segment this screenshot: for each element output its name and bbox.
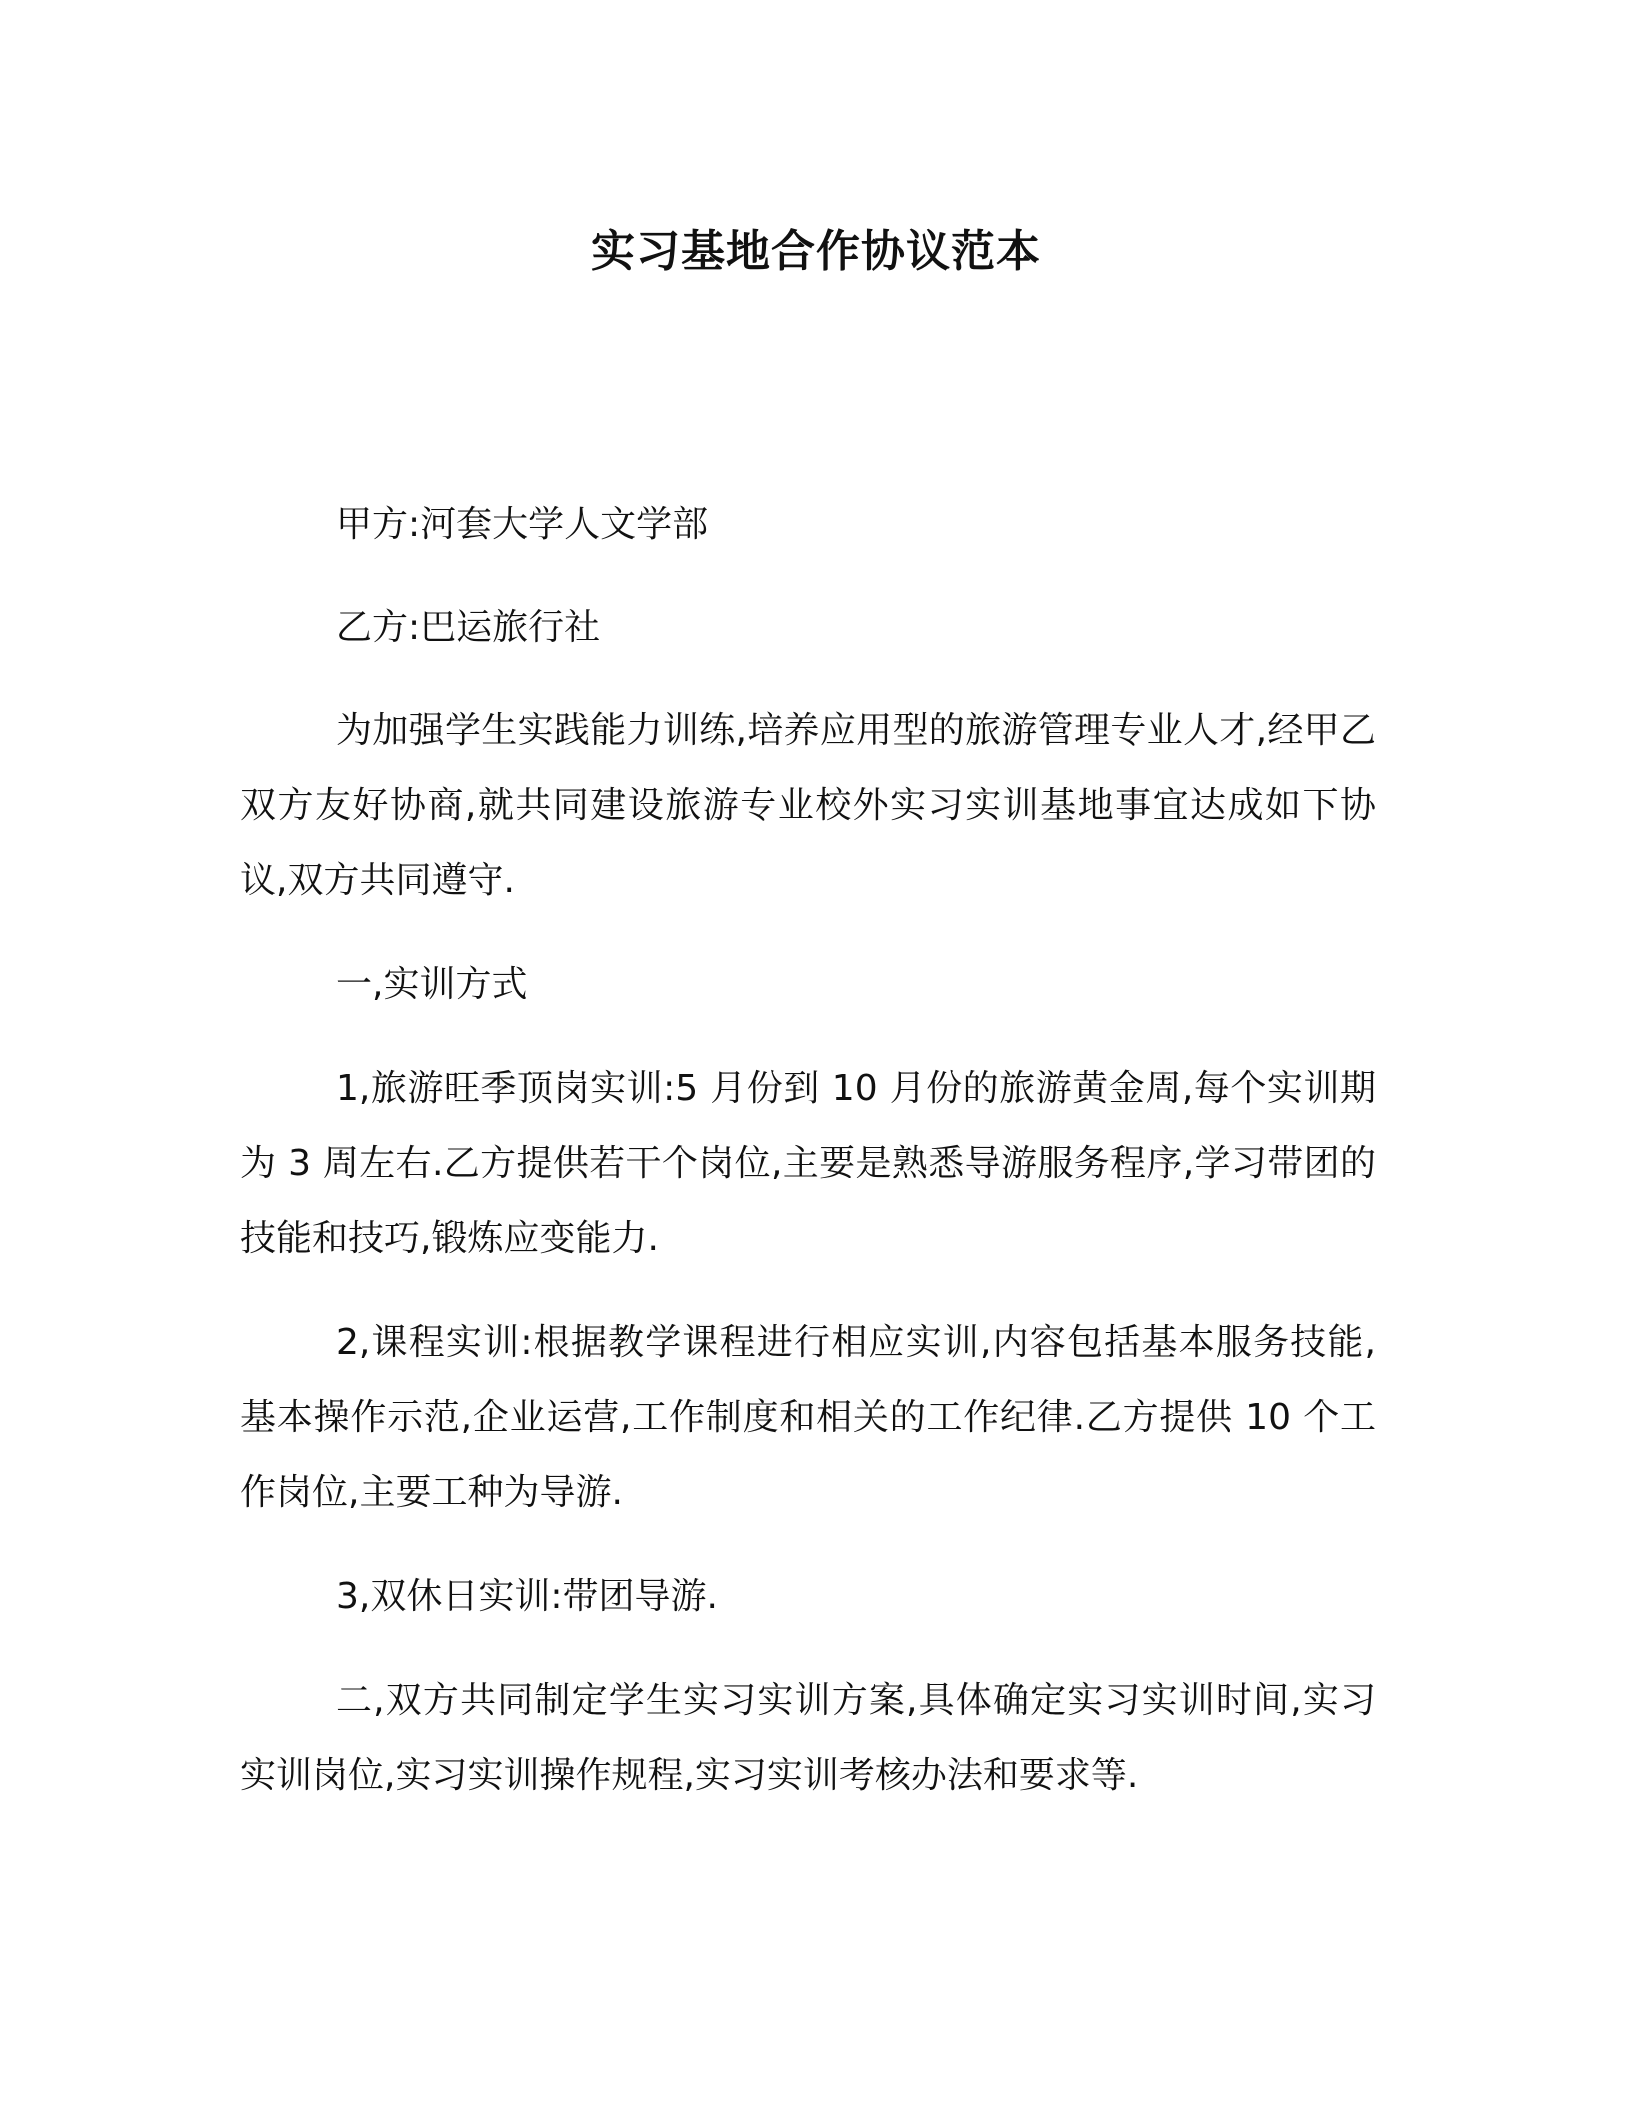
clause-item-3: 3,双休日实训:带团导游. xyxy=(336,1576,718,1617)
document-title: 实习基地合作协议范本 xyxy=(591,226,1041,277)
document-body xyxy=(240,487,1376,1842)
intro-paragraph: 为加强学生实践能力训练,培养应用型的旅游管理专业人才,经甲乙双方友好协商,就共同建设旅游专业校外实习实训基地事宜达成如下协议,双方共同遵守. xyxy=(240,710,1376,901)
section-heading-1: 一,实训方式 xyxy=(336,964,528,1005)
party-a: 甲方:河套大学人文学部 xyxy=(336,504,709,545)
clause-item-1: 1,旅游旺季顶岗实训:5 月份到 10 月份的旅游黄金周,每个实训期为 3 周左右.乙方提供若干个岗位,主要是熟悉导游服务程序,学习带团的技能和技巧,锻炼应变能力. xyxy=(240,1068,1376,1259)
section-2-paragraph: 二,双方共同制定学生实习实训方案,具体确定实习实训时间,实习实训岗位,实习实训操作规程,实习实训考核办法和要求等. xyxy=(240,1680,1376,1796)
clause-item-2: 2,课程实训:根据教学课程进行相应实训,内容包括基本服务技能,基本操作示范,企业运营,工作制度和相关的工作纪律.乙方提供 10 个工作岗位,主要工种为导游. xyxy=(240,1322,1376,1513)
party-b: 乙方:巴运旅行社 xyxy=(336,607,601,648)
